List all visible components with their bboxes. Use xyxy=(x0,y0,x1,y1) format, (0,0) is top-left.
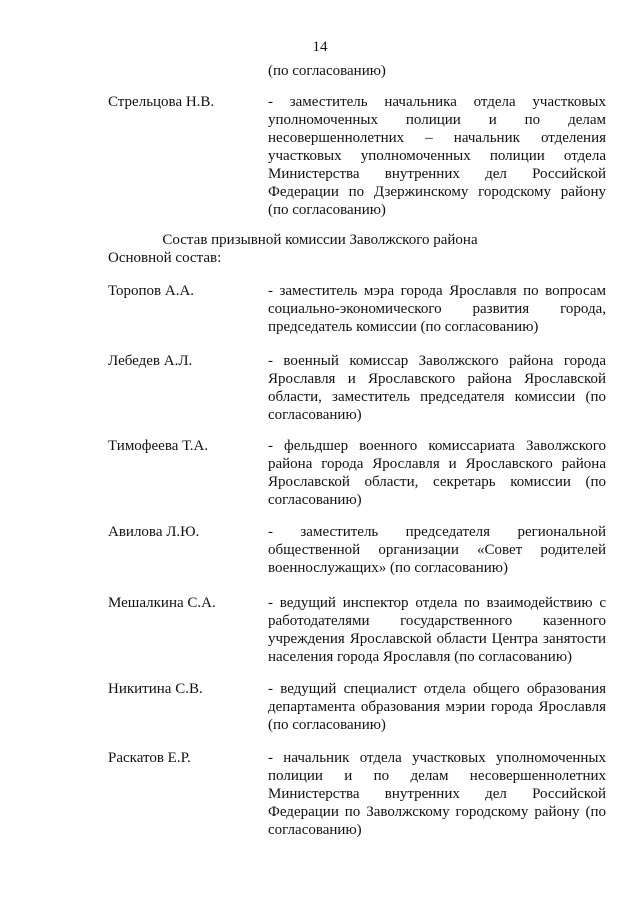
member-entry xyxy=(108,680,606,734)
member-description: - заместитель председателя региональной общественной организации «Совет родителей военнослужащих» (по согласованию) xyxy=(268,524,606,576)
member-name: Лебедев А.Л. xyxy=(108,353,193,369)
member-description: - заместитель начальника отдела участковых уполномоченных полиции и по делам несовершеннолетних – начальник отделения участковых уполномоченных полиции отдела Министерства внутренних дел Российской Федерации по Дзержинскому городскому району (по согласованию) xyxy=(268,94,606,218)
member-name: Никитина С.В. xyxy=(108,681,203,697)
member-name: Торопов А.А. xyxy=(108,283,195,299)
member-entry xyxy=(108,749,606,839)
continuation-text: (по согласованию) xyxy=(268,63,386,79)
member-description: - ведущий инспектор отдела по взаимодействию с работодателями государственного казенного учреждения Ярославской области Центра занятости населения города Ярославля (по согласованию) xyxy=(268,595,606,665)
member-description: - начальник отдела участковых уполномоченных полиции и по делам несовершеннолетних Министерства внутренних дел Российской Федерации по Заволжскому городскому району (по согласованию) xyxy=(268,750,606,838)
member-entry xyxy=(108,282,606,336)
member-name: Мешалкина С.А. xyxy=(108,595,216,611)
member-description: - фельдшер военного комиссариата Заволжского района города Ярославля и Ярославского района Ярославской области, секретарь комиссии (по согласованию) xyxy=(268,438,606,508)
member-description: - заместитель мэра города Ярославля по вопросам социально-экономического развития города, председатель комиссии (по согласованию) xyxy=(268,283,606,335)
member-name: Раскатов Е.Р. xyxy=(108,750,191,766)
member-name: Стрельцова Н.В. xyxy=(108,94,215,110)
section-title: Состав призывной комиссии Заволжского района xyxy=(162,232,478,248)
member-entry-strelcova xyxy=(108,93,606,219)
member-description: - ведущий специалист отдела общего образования департамента образования мэрии города Ярославля (по согласованию) xyxy=(268,681,606,733)
page-number: 14 xyxy=(312,39,328,55)
member-entry xyxy=(108,523,606,577)
member-name: Тимофеева Т.А. xyxy=(108,438,209,454)
subsection-title: Основной состав: xyxy=(108,250,222,266)
member-description: - военный комиссар Заволжского района города Ярославля и Ярославского района Ярославской области, заместитель председателя комиссии (по согласованию) xyxy=(268,353,606,423)
member-name: Авилова Л.Ю. xyxy=(108,524,200,540)
member-entry xyxy=(108,594,606,666)
member-entry xyxy=(108,352,606,424)
member-entry xyxy=(108,437,606,509)
